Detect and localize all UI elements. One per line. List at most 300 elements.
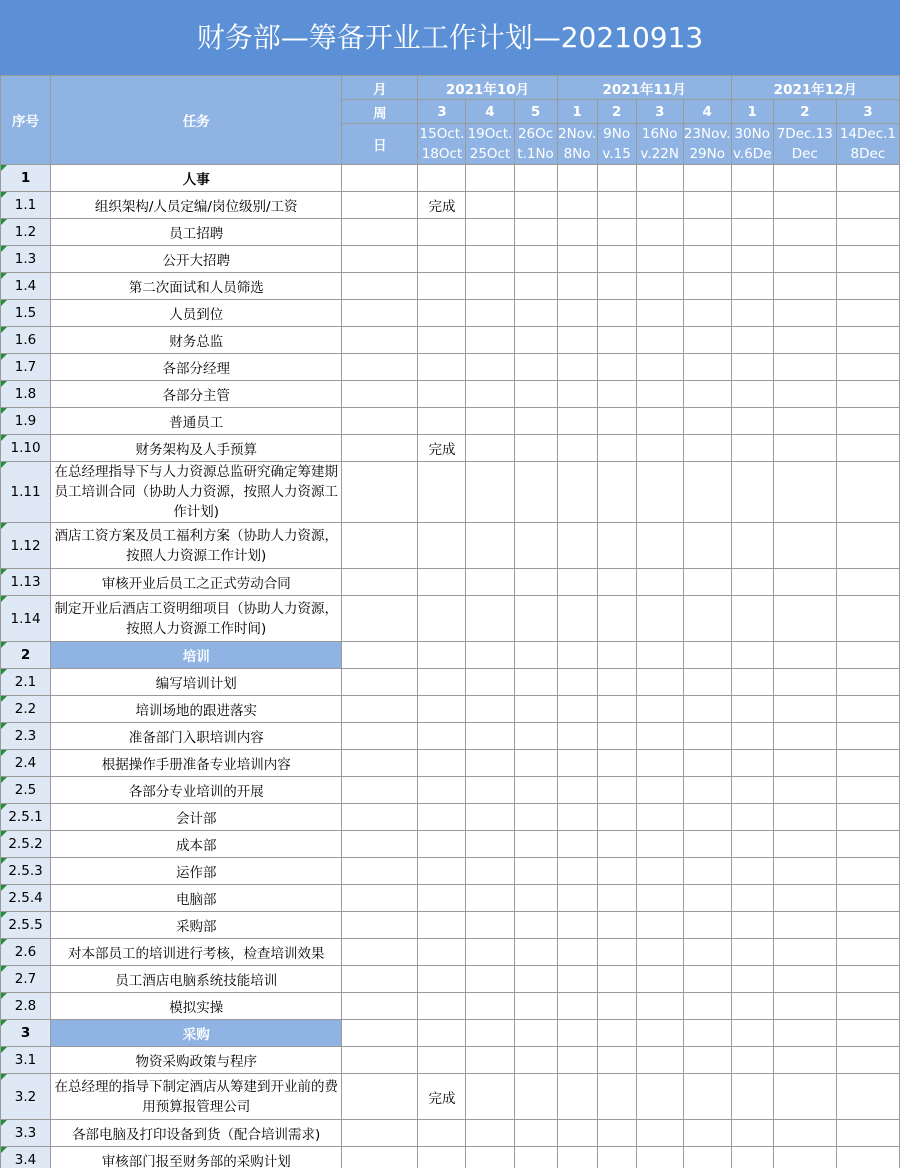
schedule-cell[interactable]	[466, 750, 514, 777]
schedule-cell[interactable]	[514, 831, 557, 858]
schedule-cell[interactable]	[514, 273, 557, 300]
schedule-cell[interactable]	[466, 642, 514, 669]
schedule-cell[interactable]	[636, 408, 683, 435]
schedule-cell[interactable]	[773, 381, 836, 408]
task-cell[interactable]: 财务架构及人手预算	[51, 435, 342, 462]
status-cell[interactable]	[418, 912, 466, 939]
status-cell[interactable]	[418, 523, 466, 569]
schedule-cell[interactable]	[557, 831, 597, 858]
schedule-cell[interactable]	[557, 804, 597, 831]
schedule-cell[interactable]	[466, 1074, 514, 1120]
schedule-cell[interactable]	[836, 966, 899, 993]
task-cell[interactable]: 根据操作手册准备专业培训内容	[51, 750, 342, 777]
schedule-cell[interactable]	[466, 1147, 514, 1168]
schedule-cell[interactable]	[557, 408, 597, 435]
schedule-cell[interactable]	[342, 912, 418, 939]
task-cell[interactable]: 酒店工资方案及员工福利方案（协助人力资源，按照人力资源工作计划)	[51, 523, 342, 569]
schedule-cell[interactable]	[557, 300, 597, 327]
row-number-cell[interactable]: 2.2	[1, 696, 51, 723]
schedule-cell[interactable]	[731, 831, 773, 858]
status-cell[interactable]	[418, 165, 466, 192]
schedule-cell[interactable]	[597, 381, 636, 408]
schedule-cell[interactable]	[342, 858, 418, 885]
row-number-cell[interactable]: 2	[1, 642, 51, 669]
task-cell[interactable]: 第二次面试和人员筛选	[51, 273, 342, 300]
schedule-cell[interactable]	[514, 462, 557, 523]
schedule-cell[interactable]	[557, 858, 597, 885]
schedule-cell[interactable]	[731, 723, 773, 750]
schedule-cell[interactable]	[773, 858, 836, 885]
schedule-cell[interactable]	[683, 569, 731, 596]
status-cell[interactable]	[418, 777, 466, 804]
schedule-cell[interactable]	[731, 777, 773, 804]
schedule-cell[interactable]	[836, 462, 899, 523]
task-cell[interactable]: 审核开业后员工之正式劳动合同	[51, 569, 342, 596]
schedule-cell[interactable]	[514, 885, 557, 912]
status-cell[interactable]	[418, 462, 466, 523]
schedule-cell[interactable]	[773, 354, 836, 381]
schedule-cell[interactable]	[683, 219, 731, 246]
schedule-cell[interactable]	[836, 165, 899, 192]
schedule-cell[interactable]	[683, 354, 731, 381]
schedule-cell[interactable]	[597, 462, 636, 523]
schedule-cell[interactable]	[342, 939, 418, 966]
row-number-cell[interactable]: 3.3	[1, 1120, 51, 1147]
schedule-cell[interactable]	[557, 723, 597, 750]
schedule-cell[interactable]	[836, 777, 899, 804]
row-number-cell[interactable]: 2.5.3	[1, 858, 51, 885]
row-number-cell[interactable]: 2.5.1	[1, 804, 51, 831]
schedule-cell[interactable]	[683, 523, 731, 569]
schedule-cell[interactable]	[514, 408, 557, 435]
status-cell[interactable]	[418, 669, 466, 696]
schedule-cell[interactable]	[773, 435, 836, 462]
schedule-cell[interactable]	[597, 777, 636, 804]
schedule-cell[interactable]	[773, 993, 836, 1020]
schedule-cell[interactable]	[636, 912, 683, 939]
schedule-cell[interactable]	[514, 1147, 557, 1168]
schedule-cell[interactable]	[731, 327, 773, 354]
schedule-cell[interactable]	[514, 642, 557, 669]
task-cell[interactable]: 采购部	[51, 912, 342, 939]
schedule-cell[interactable]	[636, 354, 683, 381]
status-cell[interactable]	[418, 300, 466, 327]
schedule-cell[interactable]	[597, 831, 636, 858]
schedule-cell[interactable]	[342, 1120, 418, 1147]
schedule-cell[interactable]	[731, 381, 773, 408]
schedule-cell[interactable]	[731, 750, 773, 777]
schedule-cell[interactable]	[597, 669, 636, 696]
schedule-cell[interactable]	[731, 246, 773, 273]
schedule-cell[interactable]	[773, 192, 836, 219]
schedule-cell[interactable]	[342, 192, 418, 219]
schedule-cell[interactable]	[636, 1047, 683, 1074]
schedule-cell[interactable]	[466, 804, 514, 831]
row-number-cell[interactable]: 3	[1, 1020, 51, 1047]
schedule-cell[interactable]	[466, 435, 514, 462]
row-number-cell[interactable]: 2.5.5	[1, 912, 51, 939]
schedule-cell[interactable]	[683, 435, 731, 462]
schedule-cell[interactable]	[836, 993, 899, 1020]
schedule-cell[interactable]	[773, 831, 836, 858]
schedule-cell[interactable]	[466, 966, 514, 993]
schedule-cell[interactable]	[636, 300, 683, 327]
schedule-cell[interactable]	[683, 669, 731, 696]
status-cell[interactable]	[418, 804, 466, 831]
schedule-cell[interactable]	[731, 300, 773, 327]
status-cell[interactable]	[418, 1147, 466, 1168]
schedule-cell[interactable]	[514, 750, 557, 777]
row-number-cell[interactable]: 2.7	[1, 966, 51, 993]
schedule-cell[interactable]	[342, 1047, 418, 1074]
schedule-cell[interactable]	[342, 966, 418, 993]
schedule-cell[interactable]	[466, 669, 514, 696]
status-cell[interactable]: 完成	[418, 1074, 466, 1120]
schedule-cell[interactable]	[836, 831, 899, 858]
schedule-cell[interactable]	[731, 1047, 773, 1074]
schedule-cell[interactable]	[466, 939, 514, 966]
schedule-cell[interactable]	[683, 1047, 731, 1074]
schedule-cell[interactable]	[557, 1074, 597, 1120]
schedule-cell[interactable]	[342, 246, 418, 273]
schedule-cell[interactable]	[773, 219, 836, 246]
status-cell[interactable]	[418, 642, 466, 669]
schedule-cell[interactable]	[514, 777, 557, 804]
schedule-cell[interactable]	[466, 165, 514, 192]
row-number-cell[interactable]: 1.8	[1, 381, 51, 408]
status-cell[interactable]	[418, 885, 466, 912]
schedule-cell[interactable]	[466, 858, 514, 885]
schedule-cell[interactable]	[597, 192, 636, 219]
schedule-cell[interactable]	[683, 885, 731, 912]
schedule-cell[interactable]	[636, 462, 683, 523]
task-cell[interactable]: 制定开业后酒店工资明细项目（协助人力资源，按照人力资源工作时间)	[51, 596, 342, 642]
schedule-cell[interactable]	[466, 1020, 514, 1047]
row-number-cell[interactable]: 2.4	[1, 750, 51, 777]
row-number-cell[interactable]: 1.14	[1, 596, 51, 642]
schedule-cell[interactable]	[342, 300, 418, 327]
schedule-cell[interactable]	[514, 1020, 557, 1047]
schedule-cell[interactable]	[466, 273, 514, 300]
schedule-cell[interactable]	[514, 165, 557, 192]
schedule-cell[interactable]	[683, 165, 731, 192]
schedule-cell[interactable]	[773, 750, 836, 777]
schedule-cell[interactable]	[342, 642, 418, 669]
schedule-cell[interactable]	[342, 408, 418, 435]
schedule-cell[interactable]	[636, 696, 683, 723]
task-cell[interactable]: 对本部员工的培训进行考核，检查培训效果	[51, 939, 342, 966]
schedule-cell[interactable]	[466, 408, 514, 435]
schedule-cell[interactable]	[773, 966, 836, 993]
schedule-cell[interactable]	[731, 462, 773, 523]
schedule-cell[interactable]	[466, 1120, 514, 1147]
schedule-cell[interactable]	[773, 912, 836, 939]
schedule-cell[interactable]	[466, 327, 514, 354]
schedule-cell[interactable]	[514, 1120, 557, 1147]
schedule-cell[interactable]	[342, 669, 418, 696]
schedule-cell[interactable]	[557, 381, 597, 408]
row-number-cell[interactable]: 1.2	[1, 219, 51, 246]
schedule-cell[interactable]	[597, 642, 636, 669]
status-cell[interactable]: 完成	[418, 192, 466, 219]
row-number-cell[interactable]: 2.5.2	[1, 831, 51, 858]
row-number-cell[interactable]: 2.3	[1, 723, 51, 750]
schedule-cell[interactable]	[557, 939, 597, 966]
status-cell[interactable]	[418, 1047, 466, 1074]
schedule-cell[interactable]	[636, 831, 683, 858]
schedule-cell[interactable]	[636, 523, 683, 569]
schedule-cell[interactable]	[683, 381, 731, 408]
schedule-cell[interactable]	[514, 966, 557, 993]
schedule-cell[interactable]	[836, 912, 899, 939]
schedule-cell[interactable]	[557, 1120, 597, 1147]
schedule-cell[interactable]	[597, 327, 636, 354]
schedule-cell[interactable]	[557, 669, 597, 696]
task-cell[interactable]: 审核部门报至财务部的采购计划	[51, 1147, 342, 1168]
schedule-cell[interactable]	[597, 993, 636, 1020]
schedule-cell[interactable]	[683, 1020, 731, 1047]
schedule-cell[interactable]	[557, 273, 597, 300]
schedule-cell[interactable]	[836, 569, 899, 596]
schedule-cell[interactable]	[514, 804, 557, 831]
schedule-cell[interactable]	[683, 462, 731, 523]
task-cell[interactable]: 物资采购政策与程序	[51, 1047, 342, 1074]
schedule-cell[interactable]	[636, 642, 683, 669]
schedule-cell[interactable]	[731, 596, 773, 642]
schedule-cell[interactable]	[731, 192, 773, 219]
schedule-cell[interactable]	[514, 1047, 557, 1074]
status-cell[interactable]	[418, 408, 466, 435]
row-number-cell[interactable]: 1.13	[1, 569, 51, 596]
schedule-cell[interactable]	[683, 750, 731, 777]
status-cell[interactable]	[418, 273, 466, 300]
schedule-cell[interactable]	[773, 273, 836, 300]
schedule-cell[interactable]	[597, 435, 636, 462]
schedule-cell[interactable]	[597, 1147, 636, 1168]
schedule-cell[interactable]	[342, 696, 418, 723]
schedule-cell[interactable]	[557, 523, 597, 569]
schedule-cell[interactable]	[557, 1020, 597, 1047]
schedule-cell[interactable]	[636, 273, 683, 300]
schedule-cell[interactable]	[466, 596, 514, 642]
task-cell[interactable]: 在总经理的指导下制定酒店从筹建到开业前的费用预算报管理公司	[51, 1074, 342, 1120]
schedule-cell[interactable]	[557, 354, 597, 381]
schedule-cell[interactable]	[836, 300, 899, 327]
schedule-cell[interactable]	[773, 723, 836, 750]
schedule-cell[interactable]	[466, 569, 514, 596]
row-number-cell[interactable]: 1	[1, 165, 51, 192]
schedule-cell[interactable]	[342, 831, 418, 858]
schedule-cell[interactable]	[731, 273, 773, 300]
schedule-cell[interactable]	[342, 327, 418, 354]
schedule-cell[interactable]	[731, 912, 773, 939]
schedule-cell[interactable]	[597, 1047, 636, 1074]
schedule-cell[interactable]	[514, 381, 557, 408]
schedule-cell[interactable]	[836, 327, 899, 354]
schedule-cell[interactable]	[636, 858, 683, 885]
schedule-cell[interactable]	[773, 642, 836, 669]
row-number-cell[interactable]: 1.10	[1, 435, 51, 462]
row-number-cell[interactable]: 1.4	[1, 273, 51, 300]
row-number-cell[interactable]: 1.12	[1, 523, 51, 569]
schedule-cell[interactable]	[557, 462, 597, 523]
schedule-cell[interactable]	[636, 723, 683, 750]
schedule-cell[interactable]	[557, 696, 597, 723]
schedule-cell[interactable]	[836, 246, 899, 273]
schedule-cell[interactable]	[597, 1020, 636, 1047]
row-number-cell[interactable]: 2.5	[1, 777, 51, 804]
schedule-cell[interactable]	[773, 939, 836, 966]
task-cell[interactable]: 模拟实操	[51, 993, 342, 1020]
schedule-cell[interactable]	[636, 669, 683, 696]
schedule-cell[interactable]	[597, 273, 636, 300]
row-number-cell[interactable]: 1.7	[1, 354, 51, 381]
row-number-cell[interactable]: 1.11	[1, 462, 51, 523]
schedule-cell[interactable]	[683, 1120, 731, 1147]
schedule-cell[interactable]	[636, 381, 683, 408]
schedule-cell[interactable]	[597, 885, 636, 912]
status-cell[interactable]	[418, 569, 466, 596]
schedule-cell[interactable]	[731, 966, 773, 993]
schedule-cell[interactable]	[773, 1120, 836, 1147]
task-cell[interactable]: 会计部	[51, 804, 342, 831]
schedule-cell[interactable]	[636, 777, 683, 804]
schedule-cell[interactable]	[836, 804, 899, 831]
schedule-cell[interactable]	[683, 723, 731, 750]
schedule-cell[interactable]	[731, 435, 773, 462]
schedule-cell[interactable]	[557, 219, 597, 246]
schedule-cell[interactable]	[683, 912, 731, 939]
row-number-cell[interactable]: 1.6	[1, 327, 51, 354]
task-cell[interactable]: 各部电脑及打印设备到货（配合培训需求)	[51, 1120, 342, 1147]
schedule-cell[interactable]	[342, 354, 418, 381]
schedule-cell[interactable]	[466, 993, 514, 1020]
schedule-cell[interactable]	[683, 777, 731, 804]
row-number-cell[interactable]: 1.1	[1, 192, 51, 219]
task-cell[interactable]: 培训	[51, 642, 342, 669]
schedule-cell[interactable]	[342, 723, 418, 750]
schedule-cell[interactable]	[636, 993, 683, 1020]
task-cell[interactable]: 各部分主管	[51, 381, 342, 408]
schedule-cell[interactable]	[597, 750, 636, 777]
schedule-cell[interactable]	[514, 939, 557, 966]
schedule-cell[interactable]	[466, 912, 514, 939]
task-cell[interactable]: 采购	[51, 1020, 342, 1047]
schedule-cell[interactable]	[514, 723, 557, 750]
task-cell[interactable]: 人事	[51, 165, 342, 192]
schedule-cell[interactable]	[514, 300, 557, 327]
task-cell[interactable]: 员工招聘	[51, 219, 342, 246]
schedule-cell[interactable]	[836, 381, 899, 408]
schedule-cell[interactable]	[731, 523, 773, 569]
schedule-cell[interactable]	[836, 1120, 899, 1147]
schedule-cell[interactable]	[514, 354, 557, 381]
row-number-cell[interactable]: 3.2	[1, 1074, 51, 1120]
task-cell[interactable]: 各部分经理	[51, 354, 342, 381]
schedule-cell[interactable]	[636, 596, 683, 642]
schedule-cell[interactable]	[836, 696, 899, 723]
schedule-cell[interactable]	[836, 750, 899, 777]
schedule-cell[interactable]	[342, 885, 418, 912]
schedule-cell[interactable]	[557, 435, 597, 462]
schedule-cell[interactable]	[773, 462, 836, 523]
schedule-cell[interactable]	[731, 354, 773, 381]
schedule-cell[interactable]	[636, 885, 683, 912]
schedule-cell[interactable]	[514, 219, 557, 246]
schedule-cell[interactable]	[636, 327, 683, 354]
status-cell[interactable]	[418, 327, 466, 354]
schedule-cell[interactable]	[557, 966, 597, 993]
schedule-cell[interactable]	[773, 569, 836, 596]
schedule-cell[interactable]	[514, 669, 557, 696]
schedule-cell[interactable]	[636, 192, 683, 219]
schedule-cell[interactable]	[557, 1047, 597, 1074]
row-number-cell[interactable]: 3.1	[1, 1047, 51, 1074]
schedule-cell[interactable]	[597, 1074, 636, 1120]
schedule-cell[interactable]	[731, 939, 773, 966]
schedule-cell[interactable]	[342, 381, 418, 408]
schedule-cell[interactable]	[683, 858, 731, 885]
schedule-cell[interactable]	[683, 804, 731, 831]
schedule-cell[interactable]	[683, 939, 731, 966]
schedule-cell[interactable]	[342, 596, 418, 642]
status-cell[interactable]	[418, 750, 466, 777]
row-number-cell[interactable]: 3.4	[1, 1147, 51, 1168]
schedule-cell[interactable]	[557, 1147, 597, 1168]
schedule-cell[interactable]	[836, 1074, 899, 1120]
schedule-cell[interactable]	[773, 1047, 836, 1074]
schedule-cell[interactable]	[683, 831, 731, 858]
schedule-cell[interactable]	[342, 1020, 418, 1047]
status-cell[interactable]	[418, 993, 466, 1020]
schedule-cell[interactable]	[342, 569, 418, 596]
schedule-cell[interactable]	[514, 192, 557, 219]
schedule-cell[interactable]	[466, 523, 514, 569]
schedule-cell[interactable]	[773, 523, 836, 569]
schedule-cell[interactable]	[683, 642, 731, 669]
row-number-cell[interactable]: 1.3	[1, 246, 51, 273]
schedule-cell[interactable]	[514, 435, 557, 462]
schedule-cell[interactable]	[731, 1120, 773, 1147]
schedule-cell[interactable]	[836, 523, 899, 569]
schedule-cell[interactable]	[683, 696, 731, 723]
status-cell[interactable]: 完成	[418, 435, 466, 462]
schedule-cell[interactable]	[683, 993, 731, 1020]
task-cell[interactable]: 在总经理指导下与人力资源总监研究确定筹建期员工培训合同（协助人力资源，按照人力资源工作计划)	[51, 462, 342, 523]
schedule-cell[interactable]	[731, 858, 773, 885]
row-number-cell[interactable]: 2.8	[1, 993, 51, 1020]
schedule-cell[interactable]	[636, 1074, 683, 1120]
schedule-cell[interactable]	[731, 1020, 773, 1047]
schedule-cell[interactable]	[466, 300, 514, 327]
schedule-cell[interactable]	[773, 246, 836, 273]
status-cell[interactable]	[418, 858, 466, 885]
schedule-cell[interactable]	[836, 408, 899, 435]
schedule-cell[interactable]	[342, 804, 418, 831]
schedule-cell[interactable]	[557, 596, 597, 642]
task-cell[interactable]: 组织架构/人员定编/岗位级别/工资	[51, 192, 342, 219]
schedule-cell[interactable]	[836, 1047, 899, 1074]
task-cell[interactable]: 准备部门入职培训内容	[51, 723, 342, 750]
schedule-cell[interactable]	[836, 596, 899, 642]
status-cell[interactable]	[418, 723, 466, 750]
schedule-cell[interactable]	[466, 696, 514, 723]
schedule-cell[interactable]	[597, 939, 636, 966]
task-cell[interactable]: 培训场地的跟进落实	[51, 696, 342, 723]
schedule-cell[interactable]	[773, 696, 836, 723]
schedule-cell[interactable]	[597, 408, 636, 435]
task-cell[interactable]: 各部分专业培训的开展	[51, 777, 342, 804]
